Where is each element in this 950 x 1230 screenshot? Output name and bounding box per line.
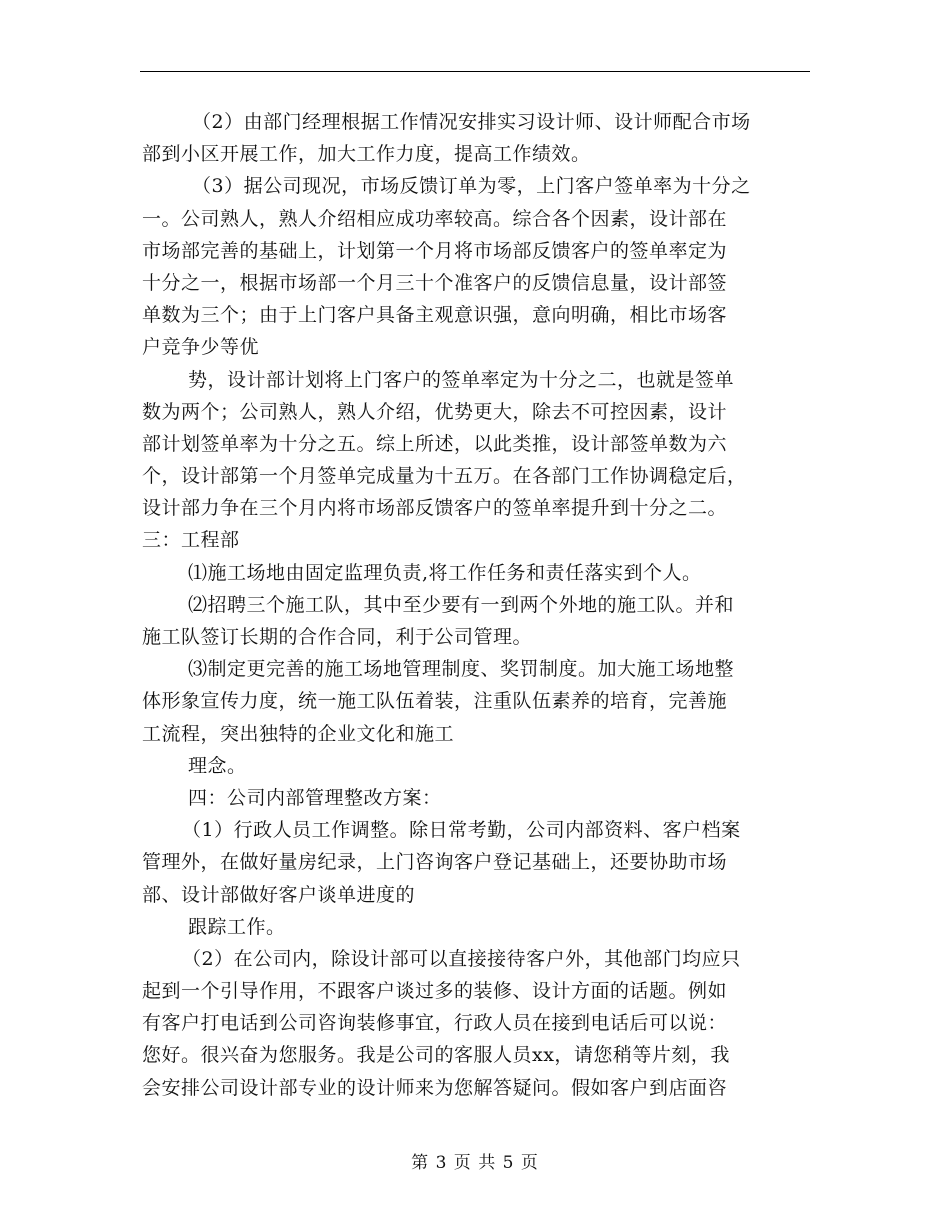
paragraph-line: 市场部完善的基础上，计划第一个月将市场部反馈客户的签单率定为 — [142, 239, 728, 262]
section-heading: 三：工程部 — [142, 529, 240, 552]
paragraph-line: 起到一个引导作用，不跟客户谈过多的装修、设计方面的话题。例如 — [142, 980, 728, 1003]
paragraph-line: ⑴施工场地由固定监理负责,将工作任务和责任落实到个人。 — [188, 561, 702, 584]
paragraph-line: 您好。很兴奋为您服务。我是公司的客服人员xx，请您稍等片刻，我 — [142, 1044, 730, 1067]
paragraph-line: ⑵招聘三个施工队，其中至少要有一到两个外地的施工队。并和 — [188, 593, 735, 616]
paragraph-line: 势，设计部计划将上门客户的签单率定为十分之二，也就是签单 — [188, 368, 735, 391]
paragraph-line: 跟踪工作。 — [188, 915, 286, 938]
paragraph-line: 部计划签单率为十分之五。综上所述，以此类推，设计部签单数为六 — [142, 432, 728, 455]
paragraph-line: ⑶制定更完善的施工场地管理制度、奖罚制度。加大施工场地整 — [188, 658, 735, 681]
page-footer: 第 3 页 共 5 页 — [411, 1153, 539, 1173]
paragraph-line: 工流程，突出独特的企业文化和施工 — [142, 722, 455, 745]
header-rule — [140, 71, 810, 72]
paragraph-line: 设计部力争在三个月内将市场部反馈客户的签单率提升到十分之二。 — [142, 497, 728, 520]
paragraph-line: （2）在公司内，除设计部可以直接接待客户外，其他部门均应只 — [182, 947, 741, 970]
paragraph-line: 个，设计部第一个月签单完成量为十五万。在各部门工作协调稳定后， — [142, 465, 747, 488]
paragraph-line: 施工队签订长期的合作合同，利于公司管理。 — [142, 626, 533, 648]
paragraph-line: 部、设计部做好客户谈单进度的 — [142, 883, 416, 906]
paragraph-line: 会安排公司设计部专业的设计师来为您解答疑问。假如客户到店面咨 — [142, 1076, 728, 1099]
paragraph-line: 有客户打电话到公司咨询装修事宜，行政人员在接到电话后可以说： — [142, 1012, 728, 1035]
body-text — [142, 106, 812, 1104]
section-heading: 四：公司内部管理整改方案： — [188, 786, 442, 809]
paragraph-line: 理念。 — [188, 754, 247, 777]
paragraph-line: 户竞争少等优 — [142, 336, 260, 359]
paragraph-line: 体形象宣传力度，统一施工队伍着装，注重队伍素养的培育，完善施 — [142, 690, 728, 713]
paragraph-line: 十分之一，根据市场部一个月三十个准客户的反馈信息量，设计部签 — [142, 271, 728, 294]
paragraph-line: （2）由部门经理根据工作情况安排实习设计师、设计师配合市场 — [192, 111, 751, 133]
paragraph-line: （3）据公司现况，市场反馈订单为零，上门客户签单率为十分之 — [192, 175, 751, 198]
paragraph-line: 数为两个；公司熟人，熟人介绍，优势更大，除去不可控因素，设计 — [142, 400, 728, 423]
paragraph-line: 单数为三个；由于上门客户具备主观意识强，意向明确，相比市场客 — [142, 304, 728, 327]
paragraph-line: （1）行政人员工作调整。除日常考勤，公司内部资料、客户档案 — [182, 819, 741, 842]
paragraph-line: 一。公司熟人，熟人介绍相应成功率较高。综合各个因素，设计部在 — [142, 207, 728, 230]
paragraph-line: 管理外，在做好量房纪录，上门咨询客户登记基础上，还要协助市场 — [142, 851, 728, 874]
paragraph-line: 部到小区开展工作，加大工作力度，提高工作绩效。 — [142, 143, 591, 166]
